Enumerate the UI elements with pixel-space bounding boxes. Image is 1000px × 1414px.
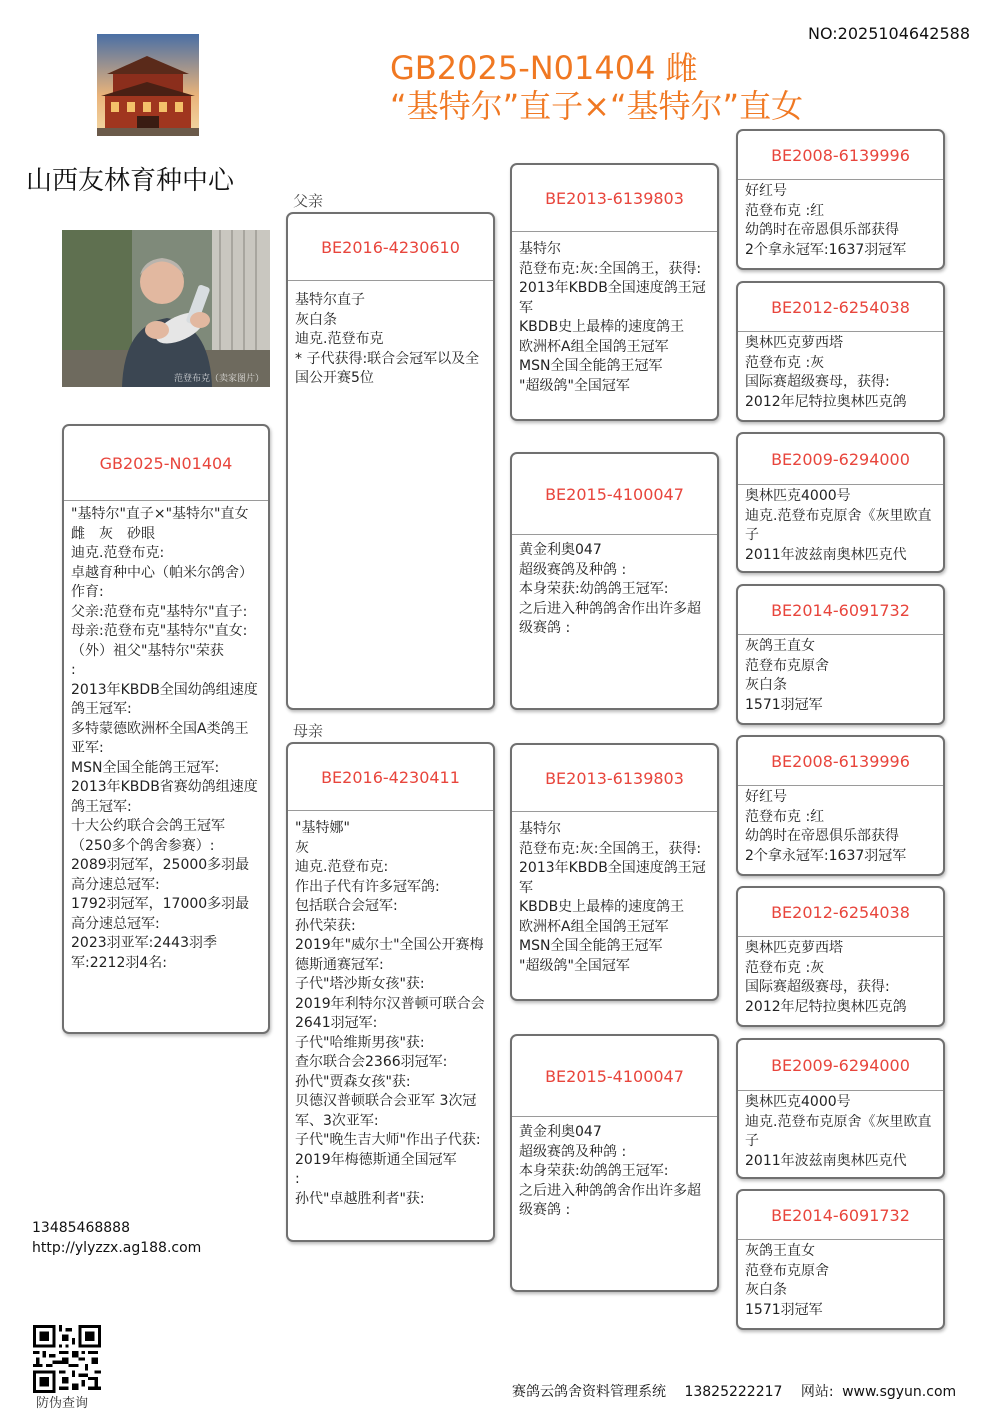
gen4-card-4 (736, 584, 945, 725)
gen3-details-2: 黄金利奥047 超级赛鸽及种鸽 : 本身荣获:幼鸽鸽王冠军: 之后进入种鸽鸽舍作出许多超级赛鸽 : (519, 542, 701, 636)
footer-site[interactable]: www.sgyun.com (842, 1384, 957, 1400)
gen4-ring-2: BE2012-6254038 (738, 283, 943, 332)
gen4-details-2: 奥林匹克萝西塔 范登布克 :灰 国际赛超级赛母，获得: 2012年尼特拉奥林匹克鸽 (745, 335, 907, 410)
gen3-details-4: 黄金利奥047 超级赛鸽及种鸽 : 本身荣获:幼鸽鸽王冠军: 之后进入种鸽鸽舍作出许多超级赛鸽 : (519, 1124, 701, 1218)
gen3-card-1 (510, 163, 719, 421)
gen4-details-4: 灰鸽王直女 范登布克原舍 灰白条 1571羽冠军 (745, 638, 829, 713)
title-line-2: “基特尔”直子×“基特尔”直女 (390, 87, 804, 125)
building-photo (97, 34, 199, 136)
gen4-ring-3: BE2009-6294000 (738, 434, 943, 485)
gen4-card-5 (736, 735, 945, 876)
gen4-card-2 (736, 281, 945, 422)
footer-phone: 13825222217 (684, 1384, 783, 1400)
gen3-card-2 (510, 452, 719, 710)
gen4-details-1: 好红号 范登布克 :红 幼鸽时在帝恩俱乐部获得 2个拿永冠军:1637羽冠军 (745, 183, 907, 258)
page-title (390, 48, 803, 126)
dam-details: "基特娜" 灰 迪克.范登布克: 作出子代有许多冠军鸽: 包括联合会冠军: 孙代荣获: 2019年"威尔士"全国公开赛梅德斯通赛冠军: 子代"塔沙斯女孩"获: 2019年利特尔汉普顿可联合会2641羽冠军: 子代"哈维斯男孩"获: 查尔联合会2366羽冠军: 孙代"贾森女孩"获: 贝德汉普顿联合会亚军 3次冠军、3次亚军: 子代"晚生吉大师"作出子代获: 2019年梅德斯通全国冠军 : 孙代"卓越胜利者"获: (295, 820, 485, 1207)
gen4-card-1 (736, 129, 945, 270)
gen4-ring-6: BE2012-6254038 (738, 888, 943, 937)
org-name: 山西友林育种中心 (26, 166, 235, 196)
gen4-card-3 (736, 432, 945, 573)
breeder-photo (62, 230, 270, 387)
footer-site-label: 网站: (800, 1384, 834, 1400)
gen4-details-3: 奥林匹克4000号 迪克.范登布克原舍《灰里欧直子 2011年波兹南奥林匹克代 (745, 488, 932, 563)
gen4-card-6 (736, 886, 945, 1027)
gen4-ring-4: BE2014-6091732 (738, 586, 943, 635)
gen3-details-3: 基特尔 范登布克:灰:全国鸽王，获得: 2013年KBDB全国速度鸽王冠军 KBDB史上最棒的速度鸽王 欧洲杯A组全国鸽王冠军 MSN全国全能鸽王冠军 "超级鸽"全国冠军 (519, 821, 706, 974)
sire-card (286, 212, 495, 710)
sire-label: 父亲 (293, 192, 324, 210)
dam-card (286, 742, 495, 1242)
footer-system: 赛鸽云鸽舍资料管理系统 (512, 1384, 666, 1400)
gen4-card-8 (736, 1189, 945, 1330)
gen4-card-7 (736, 1038, 945, 1179)
gen3-card-4 (510, 1034, 719, 1292)
gen3-ring-4: BE2015-4100047 (512, 1036, 717, 1117)
gen3-ring-3: BE2013-6139803 (512, 745, 717, 812)
gen4-details-7: 奥林匹克4000号 迪克.范登布克原舍《灰里欧直子 2011年波兹南奥林匹克代 (745, 1094, 932, 1169)
gen4-ring-5: BE2008-6139996 (738, 737, 943, 786)
qr-label: 防伪查询 (36, 1396, 89, 1411)
subject-card (62, 424, 270, 1034)
gen4-ring-7: BE2009-6294000 (738, 1040, 943, 1091)
sire-ring: BE2016-4230610 (288, 214, 493, 281)
qr-code[interactable] (33, 1325, 101, 1393)
gen3-ring-1: BE2013-6139803 (512, 165, 717, 232)
subject-details: "基特尔"直子×"基特尔"直女 雌 灰 砂眼 迪克.范登布克: 卓越育种中心（帕米尔鸽舍）作育: 父亲:范登布克"基特尔"直子: 母亲:范登布克"基特尔"直女: （外）祖父"基特尔"荣获 : 2013年KBDB全国幼鸽组速度鸽王冠军: 多特蒙德欧洲杯全国A类鸽王亚军: MSN全国全能鸽王冠军: 2013年KBDB省赛幼鸽组速度鸽王冠军: 十大公约联合会鸽王冠军（250多个鸽舍参赛）: 2089羽冠军，25000多羽最高分速总冠军: 1792羽冠军，17000多羽最高分速总冠军: 2023羽亚军:2443羽季军:2212羽4名: (71, 506, 258, 971)
gen3-details-1: 基特尔 范登布克:灰:全国鸽王，获得: 2013年KBDB全国速度鸽王冠军 KBDB史上最棒的速度鸽王 欧洲杯A组全国鸽王冠军 MSN全国全能鸽王冠军 "超级鸽"全国冠军 (519, 241, 706, 394)
contact-phone: 13485468888 (32, 1220, 130, 1236)
doc-number: NO:2025104642588 (807, 24, 970, 43)
dam-ring: BE2016-4230411 (288, 744, 493, 811)
gen4-details-5: 好红号 范登布克 :红 幼鸽时在帝恩俱乐部获得 2个拿永冠军:1637羽冠军 (745, 789, 907, 864)
contact-url[interactable]: http://ylyzzx.ag188.com (32, 1240, 202, 1256)
sire-details: 基特尔直子 灰白条 迪克.范登布克 * 子代获得:联合会冠军以及全国公开赛5位 (295, 292, 480, 386)
gen3-card-3 (510, 743, 719, 1001)
dam-label: 母亲 (293, 722, 324, 740)
title-line-1: GB2025-N01404 雌 (390, 49, 698, 87)
photo-watermark: 范登布克（卖家图片） (173, 374, 264, 384)
gen3-ring-2: BE2015-4100047 (512, 454, 717, 535)
footer (512, 1381, 956, 1401)
gen4-details-6: 奥林匹克萝西塔 范登布克 :灰 国际赛超级赛母，获得: 2012年尼特拉奥林匹克鸽 (745, 940, 907, 1015)
subject-ring: GB2025-N01404 (64, 426, 268, 501)
gen4-details-8: 灰鸽王直女 范登布克原舍 灰白条 1571羽冠军 (745, 1243, 829, 1318)
gen4-ring-1: BE2008-6139996 (738, 131, 943, 180)
gen4-ring-8: BE2014-6091732 (738, 1191, 943, 1240)
